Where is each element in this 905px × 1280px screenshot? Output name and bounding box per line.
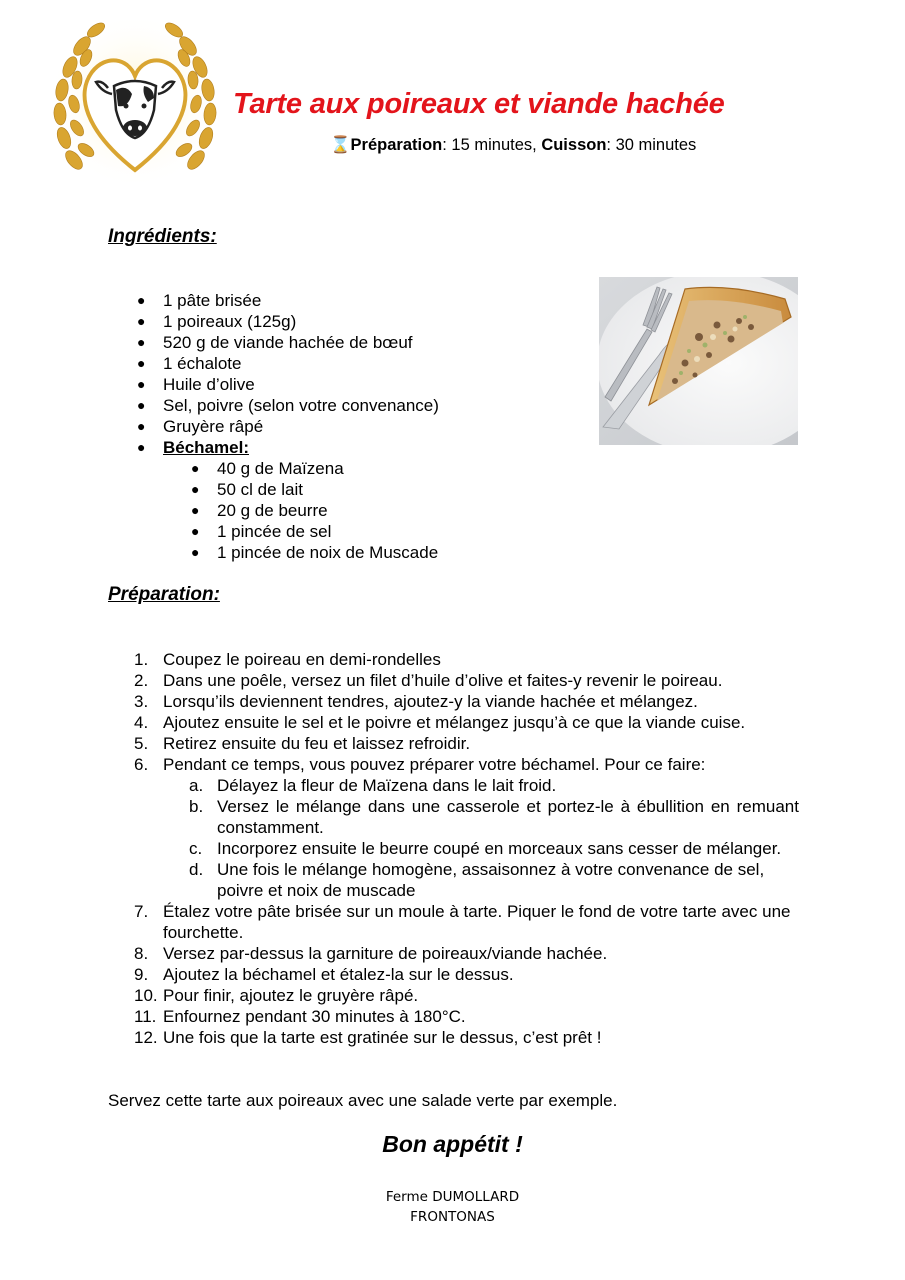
farm-logo: [44, 10, 226, 192]
prep-time-label: Préparation: [350, 136, 443, 154]
list-item: ● 1 poireaux (125g): [137, 312, 297, 331]
bechamel-item: ● Béchamel:: [137, 438, 249, 457]
list-item: 10. Pour finir, ajoutez le gruyère râpé.: [134, 986, 419, 1005]
hourglass-icon: ⌛: [330, 136, 351, 154]
list-item: 4. Ajoutez ensuite le sel et le poivre et mélangez jusqu’à ce que la viande cuise.: [134, 713, 746, 732]
list-item: 9. Ajoutez la béchamel et étalez-la sur le dessus.: [134, 965, 514, 984]
cook-time-value: : 30 minutes: [606, 136, 697, 154]
list-item: ● Gruyère râpé: [137, 417, 264, 436]
list-item: ● 520 g de viande hachée de bœuf: [137, 333, 413, 352]
ingredients-list: [108, 290, 439, 563]
bullet-icon: ●: [137, 397, 146, 413]
bullet-icon: ●: [137, 292, 146, 308]
bullet-icon: ●: [191, 502, 200, 518]
bullet-icon: ●: [191, 481, 200, 497]
list-item: 12. Une fois que la tarte est gratinée sur le dessus, c’est prêt !: [134, 1028, 602, 1047]
list-item: ● 1 pincée de sel: [191, 522, 332, 541]
list-item: d. Une fois le mélange homogène, assaisonnez à votre convenance de sel, poivre et noix de muscade: [189, 860, 765, 900]
closing-text: Bon appétit !: [382, 1131, 523, 1157]
list-item: ● Huile d’olive: [137, 375, 255, 394]
ingredients-heading: Ingrédients:: [108, 226, 217, 247]
tart-photo: [599, 277, 798, 445]
list-item: 7. Étalez votre pâte brisée sur un moule à tarte. Piquer le fond de votre tarte avec une fourchette.: [134, 902, 791, 942]
bullet-icon: ●: [191, 523, 200, 539]
list-item: ● 40 g de Maïzena: [191, 459, 344, 478]
bullet-icon: ●: [137, 313, 146, 329]
list-item: a. Délayez la fleur de Maïzena dans le lait froid.: [189, 776, 557, 795]
list-item: ● 50 cl de lait: [191, 480, 303, 499]
serving-suggestion: Servez cette tarte aux poireaux avec une salade verte par exemple.: [108, 1091, 618, 1110]
bullet-icon: ●: [137, 376, 146, 392]
recipe-title: Tarte aux poireaux et viande hachée: [233, 88, 725, 120]
list-item: 1. Coupez le poireau en demi-rondelles: [134, 650, 441, 669]
bullet-icon: ●: [137, 355, 146, 371]
farm-name: Ferme DUMOLLARD: [385, 1189, 520, 1205]
footer: [0, 1187, 905, 1227]
bullet-icon: ●: [137, 418, 146, 434]
list-item: 6. Pendant ce temps, vous pouvez préparer votre béchamel. Pour ce faire:: [134, 755, 706, 774]
preparation-steps: [108, 649, 799, 1048]
cow-wheat-heart-logo-icon: [44, 10, 226, 192]
list-item: ● 20 g de beurre: [191, 501, 328, 520]
list-item: ● 1 pincée de noix de Muscade: [191, 543, 439, 562]
list-item: 5. Retirez ensuite du feu et laissez refroidir.: [134, 734, 471, 753]
list-item: 8. Versez par-dessus la garniture de poireaux/viande hachée.: [134, 944, 608, 963]
cook-time-label: Cuisson: [541, 136, 607, 154]
bullet-icon: ●: [137, 439, 146, 455]
list-item: ● 1 échalote: [137, 354, 242, 373]
list-item: c. Incorporez ensuite le beurre coupé en morceaux sans cesser de mélanger.: [189, 839, 782, 858]
list-item: 2. Dans une poêle, versez un filet d’huile d’olive et faites-y revenir le poireau.: [134, 671, 723, 690]
list-item: b. Versez le mélange dans une casserole et portez-le à ébullition en remuant constamment.: [189, 797, 799, 837]
list-item: 11. Enfournez pendant 30 minutes à 180°C.: [134, 1007, 466, 1026]
bullet-icon: ●: [191, 460, 200, 476]
farm-location: FRONTONAS: [410, 1209, 495, 1225]
preparation-heading: Préparation:: [108, 584, 220, 605]
list-item: ● 1 pâte brisée: [137, 291, 262, 310]
list-item: 3. Lorsqu’ils deviennent tendres, ajoutez-y la viande hachée et mélangez.: [134, 692, 698, 711]
bullet-icon: ●: [137, 334, 146, 350]
prep-time-value: : 15 minutes,: [442, 136, 542, 154]
list-item: ● Sel, poivre (selon votre convenance): [137, 396, 439, 415]
bullet-icon: ●: [191, 544, 200, 560]
time-info: [330, 136, 696, 155]
